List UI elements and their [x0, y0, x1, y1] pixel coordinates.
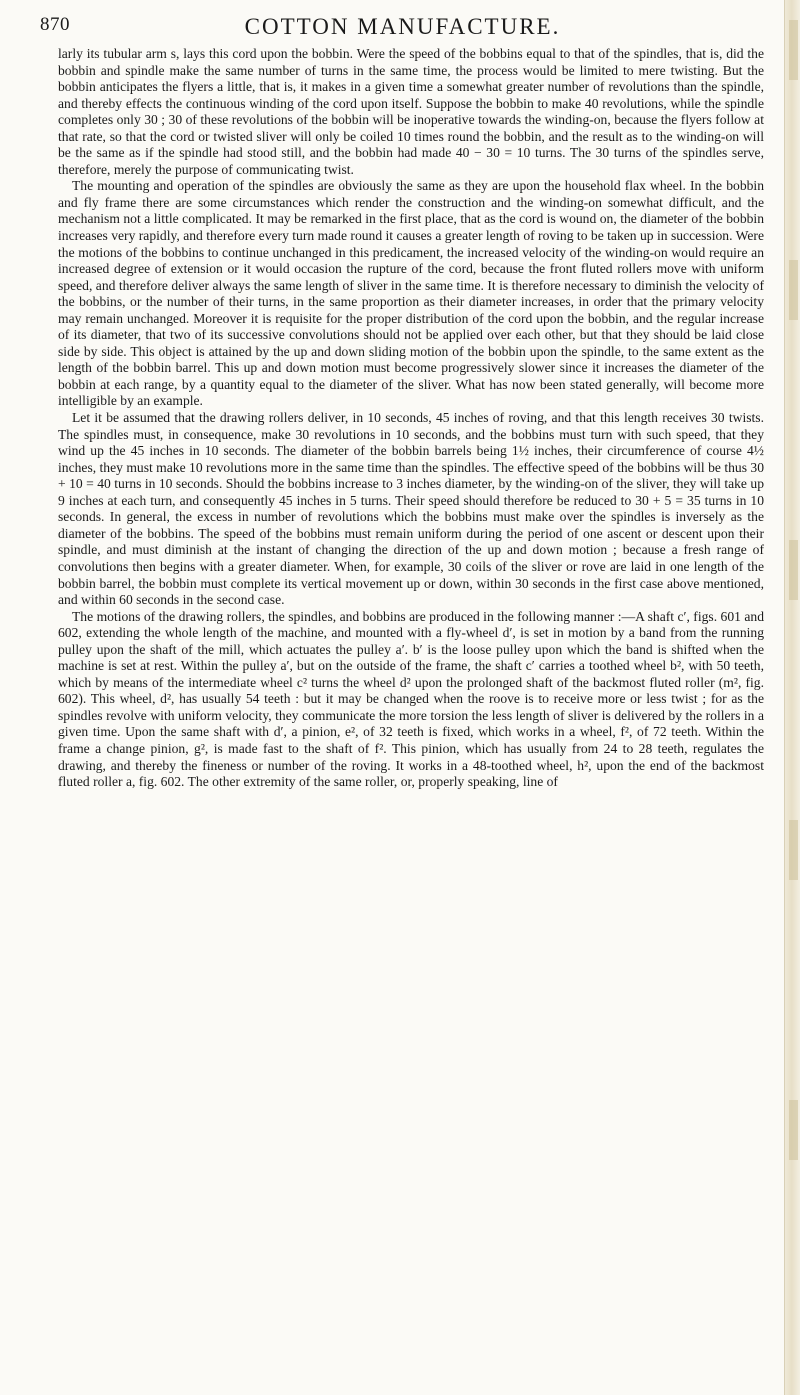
body-text	[58, 46, 764, 791]
paragraph-4: The motions of the drawing rollers, the spindles, and bobbins are produced in the following manner :—A shaft c′, figs. 601 and 602, extending the whole length of the machine, and mounted with a fly-wheel d′, is set in motion by a band from the running pulley upon the shaft of the mill, which actuates the pulley a′. b′ is the loose pulley upon which the band is shifted when the machine is set at rest. Within the pulley a′, but on the outside of the frame, the shaft c′ carries a toothed wheel b², with 50 teeth, which by means of the intermediate wheel c² turns the wheel d² upon the prolonged shaft of the backmost fluted roller (m², fig. 602). This wheel, d², has usually 54 teeth : but it may be changed when the roove is to receive more or less twist ; for as the spindles revolve with uniform velocity, they communicate the more torsion the less length of sliver is delivered by the rollers in a given time. Upon the same shaft with d′, a pinion, e², of 32 teeth is fixed, which works in a wheel, f², of 72 teeth. Within the frame a change pinion, g², is made fast to the shaft of f². This pinion, which has usually from 24 to 28 teeth, regulates the drawing, and thereby the fineness or number of the roving. It works in a 48-toothed wheel, h², upon the end of the backmost fluted roller a, fig. 602. The other extremity of the same roller, or, properly speaking, line of	[58, 608, 764, 790]
paragraph-2: The mounting and operation of the spindles are obviously the same as they are upon the household flax wheel. In the bobbin and fly frame there are some circumstances which render the construction and the winding-on somewhat difficult, and the mechanism not a little complicated. It may be remarked in the first place, that as the cord is wound on, the diameter of the bobbin increases very rapidly, and therefore every turn made round it causes a greater length of roving to be taken up in succession. Were the motions of the bobbins to continue unchanged in this predicament, the increased velocity of the winding-on would require an increased degree of extension or it would occasion the rupture of the cord, because the front fluted rollers move with uniform speed, and therefore deliver always the same length of sliver in the same time. It is therefore necessary to diminish the velocity of the bobbins, or the number of their turns, in the same proportion as their diameter increases, in order that the primary velocity may remain unchanged. Moreover it is requisite for the proper distribution of the cord upon the bobbin, and the regular increase of its diameter, that two of its successive convolutions should not be applied over each other, but that they should be laid close side by side. This object is attained by the up and down sliding motion of the bobbin upon the spindle, to the same extent as the length of the bobbin barrel. This up and down motion must become progressively slower since it increases the diameter of the bobbin at each range, by a quantity equal to the diameter of the sliver. What has now been stated generally, will become more intelligible by an example.	[58, 178, 764, 409]
edge-mark	[789, 820, 798, 880]
edge-mark	[789, 540, 798, 600]
edge-mark	[789, 260, 798, 320]
page-number: 870	[40, 14, 70, 35]
page-edge-binding	[784, 0, 800, 1395]
page-header	[40, 14, 765, 44]
paragraph-3: Let it be assumed that the drawing rollers deliver, in 10 seconds, 45 inches of roving, and that this length receives 30 twists. The spindles must, in consequence, make 30 revolutions in 10 seconds, and the bobbins must turn with such speed, that they wind up the 45 inches in 10 seconds. The diameter of the bobbin barrels being 1½ inches, their circumference of course 4½ inches, they must make 10 revolutions more in the same time than the spindles. The effective speed of the bobbins will be thus 30 + 10 = 40 turns in 10 seconds. Should the bobbins increase to 3 inches diameter, by the winding-on of the sliver, they will take up 9 inches at each turn, and consequently 45 inches in 5 turns. Their speed should therefore be reduced to 30 + 5 = 35 turns in 10 seconds. In general, the excess in number of revolutions which the bobbins must make over the spindles is inversely as the diameter of the bobbins. The speed of the bobbins must remain uniform during the period of one ascent or descent upon their spindle, and must diminish at the instant of changing the direction of the up and down motion ; because a fresh range of convolutions then begins with a greater diameter. When, for example, 30 coils of the sliver or rove are laid in one length of the bobbin barrel, the bobbin must complete its vertical movement up or down, within 30 seconds in the first case above mentioned, and within 60 seconds in the second case.	[58, 410, 764, 608]
paragraph-1: larly its tubular arm s, lays this cord upon the bobbin. Were the speed of the bobbins equal to that of the spindles, that is, did the bobbin and spindle make the same number of turns in the same time, the process would be limited to mere twisting. But the bobbin anticipates the flyers a little, that is, it makes in a given time a somewhat greater number of revolutions than the spindle, and thereby effects the continuous winding of the cord upon itself. Suppose the bobbin to make 40 revolutions, while the spindle completes only 30 ; 30 of these revolutions of the bobbin will be inoperative towards the winding-on, because the flyers follow at that rate, so that the cord or twisted sliver will only be coiled 10 times round the bobbin, and the result as to the winding-on will be the same as if the spindle had stood still, and the bobbin had made 40 − 30 = 10 turns. The 30 turns of the spindles serve, therefore, merely the purpose of communicating twist.	[58, 46, 764, 177]
running-title: COTTON MANUFACTURE.	[244, 14, 561, 39]
edge-mark	[789, 20, 798, 80]
edge-mark	[789, 1100, 798, 1160]
